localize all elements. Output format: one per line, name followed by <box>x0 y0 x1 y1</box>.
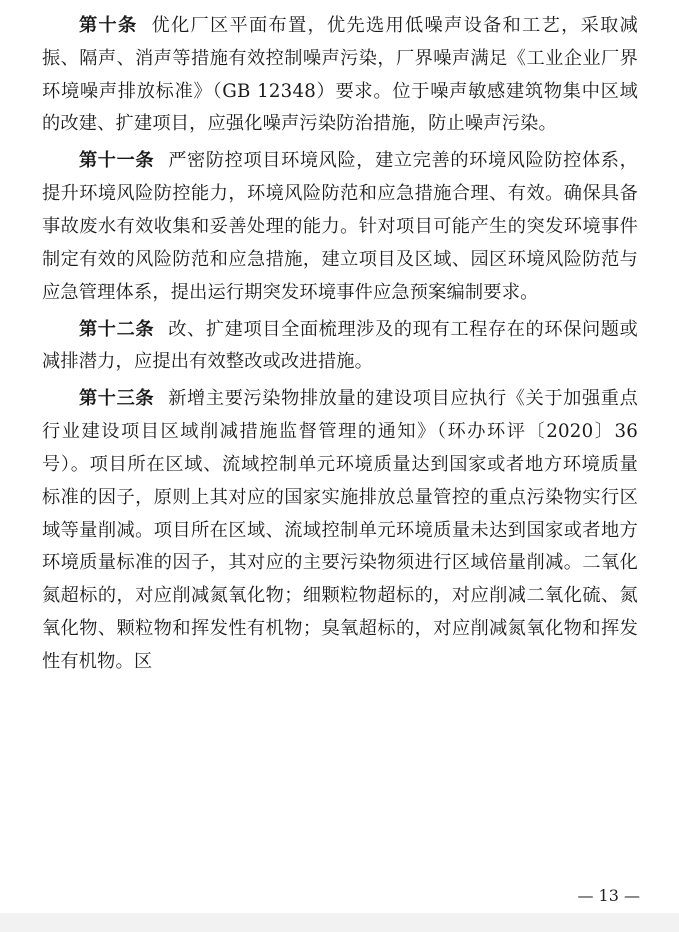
viewer-footer-band <box>0 913 679 932</box>
article-heading: 第十二条 <box>79 318 155 340</box>
article-12 <box>42 314 638 380</box>
article-heading: 第十一条 <box>79 150 155 172</box>
article-heading: 第十条 <box>79 15 138 36</box>
article-text: 改、扩建项目全面梳理涉及的现有工程存在的环保问题或减排潜力，应提出有效整改或改进措施。 <box>42 318 638 373</box>
article-text: 新增主要污染物排放量的建设项目应执行《关于加强重点行业建设项目区域削减措施监督管理的通知》（环办环评〔2020〕36 号）。项目所在区域、流域控制单元环境质量达到国家或者地方环境质量标准的因子，原则上其对应的国家实施排放总量管控的重点污染物实行区域等量削减。项目所在区域、流域控制单元环境质量未达到国家或者地方环境质量标准的因子，其对应的主要污染物须进行区域倍量削减。二氧化氮超标的，对应削减氮氧化物；细颗粒物超标的，对应削减二氧化硫、氮氧化物、颗粒物和挥发性有机物；臭氧超标的，对应削减氮氧化物和挥发性有机物。区 <box>42 388 638 672</box>
article-heading: 第十三条 <box>79 388 155 410</box>
article-text: 严密防控项目环境风险，建立完善的环境风险防控体系，提升环境风险防控能力，环境风险防范和应急措施合理、有效。确保具备事故废水有效收集和妥善处理的能力。针对项目可能产生的突发环境事件制定有效的风险防范和应急措施，建立项目及区域、园区环境风险防范与应急管理体系，提出运行期突发环境事件应急预案编制要求。 <box>42 150 638 303</box>
article-10 <box>42 10 638 141</box>
article-11 <box>42 145 638 309</box>
document-body <box>42 10 638 683</box>
article-13 <box>42 383 638 678</box>
page-number: — 13 — <box>577 886 640 905</box>
article-text: 优化厂区平面布置，优先选用低噪声设备和工艺，采取减振、隔声、消声等措施有效控制噪声污染，厂界噪声满足《工业企业厂界环境噪声排放标准》（GB 12348）要求。位于噪声敏感建筑物集中区域的改建、扩建项目，应强化噪声污染防治措施，防止噪声污染。 <box>42 15 638 135</box>
